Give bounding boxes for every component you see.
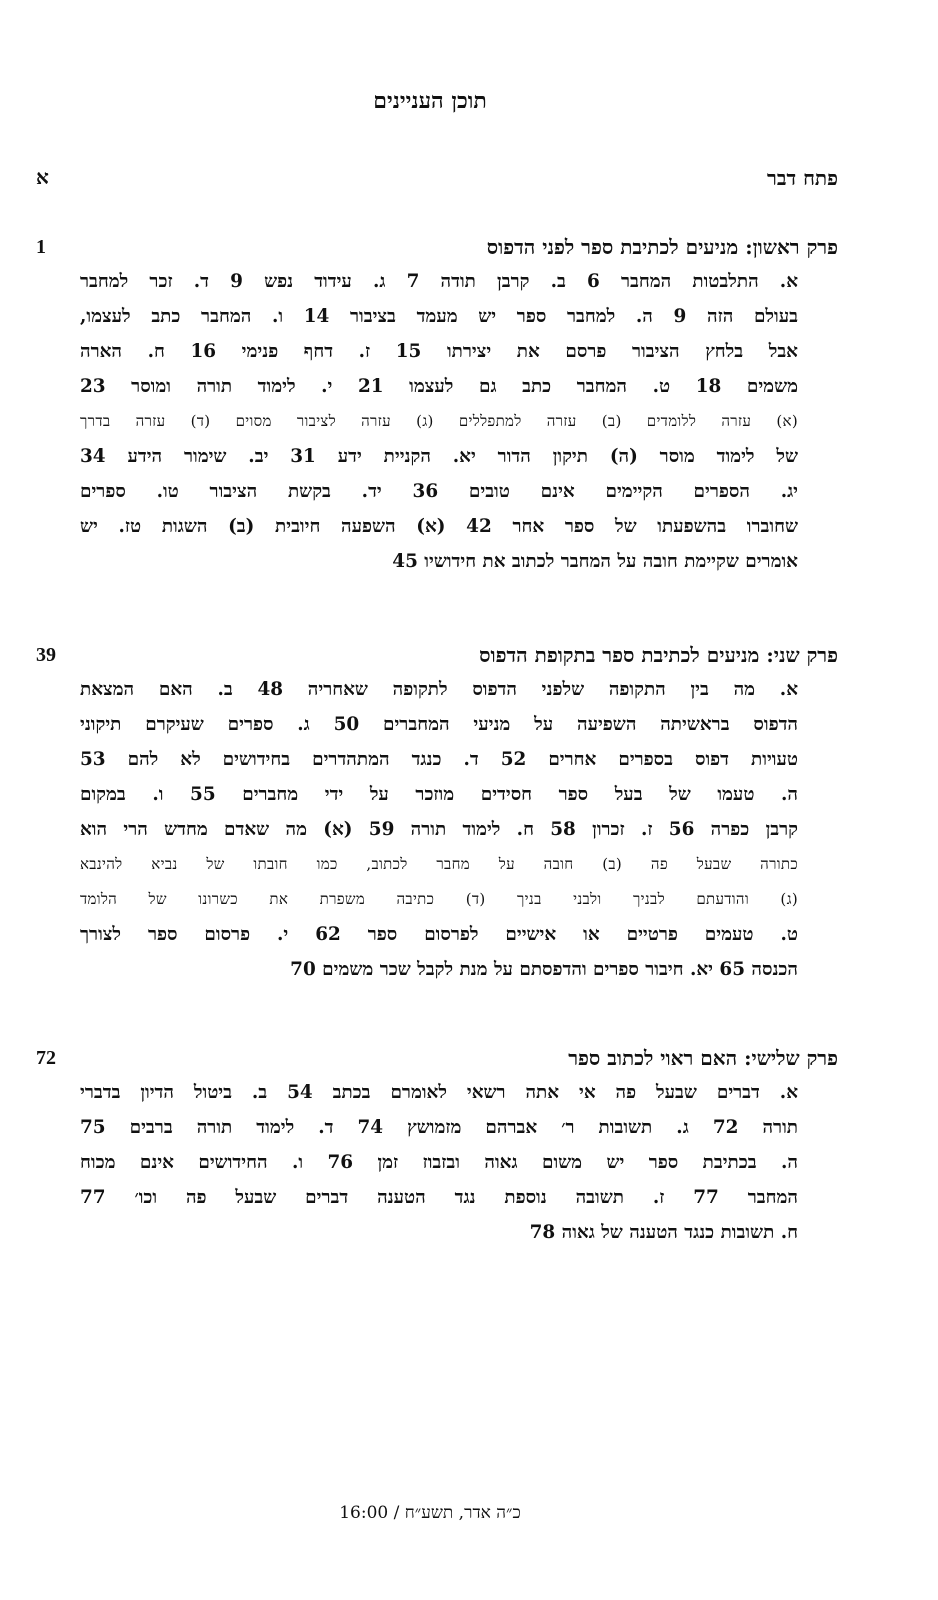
toc-line: ה. טעמו של בעל ספר חסידים מוזכר על ידי מחברים 55 ו. במקום [80,784,798,805]
toc-line: המחבר 77 ז. תשובה נוספת נגד הטענה דברים שבעל פה וכו׳ 77 [80,1187,798,1208]
toc-line: קרבן כפרה 56 ז. זכרון 58 ח. לימוד תורה 59 (א) מה שאדם מחדש הרי הוא [80,819,798,840]
toc-line: א. מה בין התקופה שלפני הדפוס לתקופה שאחריה 48 ב. האם המצאת [80,679,798,700]
toc-line: אבל בלחץ הציבור פרסם את יצירתו 15 ז. דחף פנימי 16 ח. הארה [80,341,798,362]
toc-line: כתורה שבעל פה (ב) חובה על מחבר לכתוב, כמו חובתו של נביא להינבא [80,855,798,873]
toc-line: שחוברו בהשפעתו של ספר אחר 42 (א) השפעה חיובית (ב) השגות טז. יש [80,516,798,537]
toc-line: ח. תשובות כנגד הטענה של גאוה 78 [529,1222,798,1243]
intro-page-number: א [36,166,49,189]
chapter-2-contents [80,672,798,987]
toc-line: ה. בכתיבת ספר יש משום גאוה ובזבוז זמן 76 ו. החידושים אינם מכוח [80,1152,798,1173]
toc-line: של לימוד מוסר (ה) תיקון הדור יא. הקניית ידע 31 יב. שימור הידע 34 [80,446,798,467]
chapter-2-heading-row [36,638,838,672]
chapter-3-page-number: 72 [36,1046,56,1069]
toc-line: הכנסה 65 יא. חיבור ספרים והדפסתם על מנת לקבל שכר משמים 70 [290,959,798,980]
page-title: תוכן העניינים [373,88,487,114]
intro-label: פתח דבר [767,165,838,190]
chapter-3-contents [80,1075,798,1250]
toc-line: א. התלבטות המחבר 6 ב. קרבן תודה 7 ג. עידוד נפש 9 ד. זכר למחבר [80,271,798,292]
chapter-1-title: פרק ראשון: מניעים לכתיבת ספר לפני הדפוס [486,234,838,259]
toc-line: ט. טעמים פרטיים או אישיים לפרסום ספר 62 י. פרסום ספר לצורך [80,924,798,945]
toc-line: בעולם הזה 9 ה. למחבר ספר יש מעמד בציבור 14 ו. המחבר כתב לעצמו, [80,306,798,327]
toc-line: טעויות דפוס בספרים אחרים 52 ד. כנגד המתהדרים בחידושים לא להם 53 [80,749,798,770]
chapter-3-title: פרק שלישי: האם ראוי לכתוב ספר [568,1045,838,1070]
chapter-2-title: פרק שני: מניעים לכתיבת ספר בתקופת הדפוס [479,642,838,667]
intro-row [36,161,838,195]
toc-line: א. דברים שבעל פה אי אתה רשאי לאומרם בכתב 54 ב. ביטול הדיון בדברי [80,1082,798,1103]
toc-line: אומרים שקיימת חובה על המחבר לכתוב את חידושיו 45 [392,551,798,572]
chapter-1-heading-row [36,230,838,264]
chapter-2-page-number: 39 [36,643,56,666]
toc-line: משמים 18 ט. המחבר כתב גם לעצמו 21 י. לימוד תורה ומוסר 23 [80,376,798,397]
toc-line: תורה 72 ג. תשובות ר׳ אברהם מזמושץ 74 ד. לימוד תורה ברבים 75 [80,1117,798,1138]
page-footer: כ״ה אדר, תשע״ח / 16:00 [339,1503,521,1523]
toc-line: (ג) והודעתם לבניך ולבני בניך (ד) כתיבה משפרת את כשרונו של הלומד [80,890,798,908]
toc-line: יג. הספרים הקיימים אינם טובים 36 יד. בקשת הציבור טו. ספרים [80,481,798,502]
chapter-1-page-number: 1 [36,235,46,258]
chapter-3-heading-row [36,1041,838,1075]
toc-line: (א) עזרה ללומדים (ב) עזרה למתפללים (ג) עזרה לציבור מסוים (ד) עזרה בדרך [80,412,798,430]
chapter-1-contents [80,264,798,579]
toc-line: הדפוס בראשיתה השפיעה על מניעי המחברים 50 ג. ספרים שעיקרם תיקוני [80,714,798,735]
